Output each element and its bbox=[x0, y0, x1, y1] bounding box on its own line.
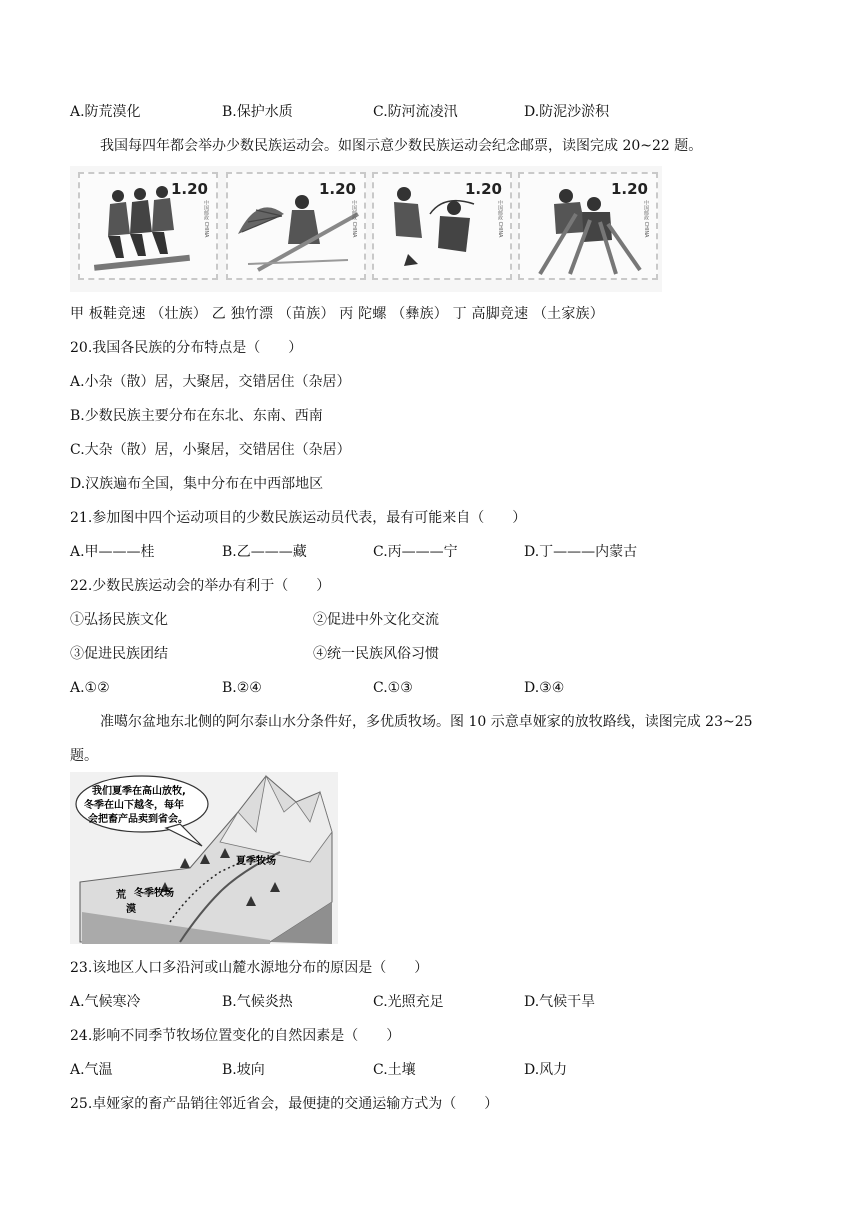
q22-item-4: ④统一民族风俗习惯 bbox=[313, 646, 439, 662]
q22-option-a: A.①② bbox=[70, 680, 110, 696]
q21-option-c: C.丙———宁 bbox=[373, 544, 458, 560]
q20-option-d: D.汉族遍布全国，集中分布在中西部地区 bbox=[70, 476, 324, 492]
grazing-route-figure bbox=[70, 772, 338, 944]
stamps-caption: 甲 板鞋竞速 （壮族） 乙 独竹漂 （苗族） 丙 陀螺 （彝族） 丁 高脚竞速 （土家族） bbox=[70, 306, 604, 322]
grazing-route-diagram bbox=[70, 772, 338, 944]
q23-stem: 23.该地区人口多沿河或山麓水源地分布的原因是（ ） bbox=[70, 960, 429, 976]
q24-stem: 24.影响不同季节牧场位置变化的自然因素是（ ） bbox=[70, 1028, 401, 1044]
q21-option-a: A.甲———桂 bbox=[70, 544, 155, 560]
q22-item-2: ②促进中外文化交流 bbox=[313, 612, 439, 628]
q20-option-a: A.小杂（散）居，大聚居，交错居住（杂居） bbox=[70, 374, 351, 390]
stamp-jia: 1.20 中国邮政 CHINA bbox=[78, 172, 218, 280]
q19-option-d: D.防泥沙淤积 bbox=[524, 104, 610, 120]
intro-stamps: 我国每四年都会举办少数民族运动会。如图示意少数民族运动会纪念邮票，读图完成 20~22 题。 bbox=[100, 138, 703, 154]
q22-item-1: ①弘扬民族文化 bbox=[70, 612, 168, 628]
bubble-line-2: 冬季在山下越冬，每年 bbox=[84, 800, 184, 811]
stamp-ding: 1.20 中国邮政 CHINA bbox=[518, 172, 658, 280]
intro-grazing-line2: 题。 bbox=[70, 748, 98, 764]
q21-stem: 21.参加图中四个运动项目的少数民族运动员代表，最有可能来自（ ） bbox=[70, 510, 527, 526]
q21-option-b: B.乙———藏 bbox=[222, 544, 307, 560]
q24-option-d: D.风力 bbox=[524, 1062, 568, 1078]
q22-option-b: B.②④ bbox=[222, 680, 262, 696]
q19-option-a: A.防荒漠化 bbox=[70, 104, 141, 120]
q22-stem: 22.少数民族运动会的举办有利于（ ） bbox=[70, 578, 331, 594]
desert-label-1: 荒 bbox=[116, 890, 126, 901]
q22-item-3: ③促进民族团结 bbox=[70, 646, 168, 662]
q23-option-a: A.气候寒冷 bbox=[70, 994, 141, 1010]
q24-option-b: B.坡向 bbox=[222, 1062, 265, 1078]
desert-label-2: 漠 bbox=[126, 904, 136, 915]
stamp-yi: 1.20 中国邮政 CHINA bbox=[226, 172, 366, 280]
q19-option-b: B.保护水质 bbox=[222, 104, 293, 120]
q20-stem: 20.我国各民族的分布特点是（ ） bbox=[70, 340, 303, 356]
q23-option-c: C.光照充足 bbox=[373, 994, 444, 1010]
q23-option-b: B.气候炎热 bbox=[222, 994, 293, 1010]
stamps-figure bbox=[70, 166, 662, 292]
q24-option-a: A.气温 bbox=[70, 1062, 113, 1078]
q20-option-c: C.大杂（散）居，小聚居，交错居住（杂居） bbox=[70, 442, 351, 458]
q23-option-d: D.气候干旱 bbox=[524, 994, 596, 1010]
q20-option-b: B.少数民族主要分布在东北、东南、西南 bbox=[70, 408, 323, 424]
intro-grazing-line1: 准噶尔盆地东北侧的阿尔泰山水分条件好，多优质牧场。图 10 示意卓娅家的放牧路线，读图完成 23~25 bbox=[100, 714, 753, 730]
winter-pasture-label: 冬季牧场 bbox=[134, 888, 174, 899]
bubble-line-1: 我们夏季在高山放牧, bbox=[92, 786, 186, 797]
q22-option-c: C.①③ bbox=[373, 680, 413, 696]
q24-option-c: C.土壤 bbox=[373, 1062, 416, 1078]
q21-option-d: D.丁———内蒙古 bbox=[524, 544, 638, 560]
q22-option-d: D.③④ bbox=[524, 680, 565, 696]
summer-pasture-label: 夏季牧场 bbox=[236, 856, 276, 867]
stamp-bing: 1.20 中国邮政 CHINA bbox=[372, 172, 512, 280]
q19-option-c: C.防河流凌汛 bbox=[373, 104, 458, 120]
bubble-line-3: 会把畜产品卖到省会。 bbox=[88, 814, 188, 825]
q25-stem: 25.卓娅家的畜产品销往邻近省会，最便捷的交通运输方式为（ ） bbox=[70, 1096, 499, 1112]
